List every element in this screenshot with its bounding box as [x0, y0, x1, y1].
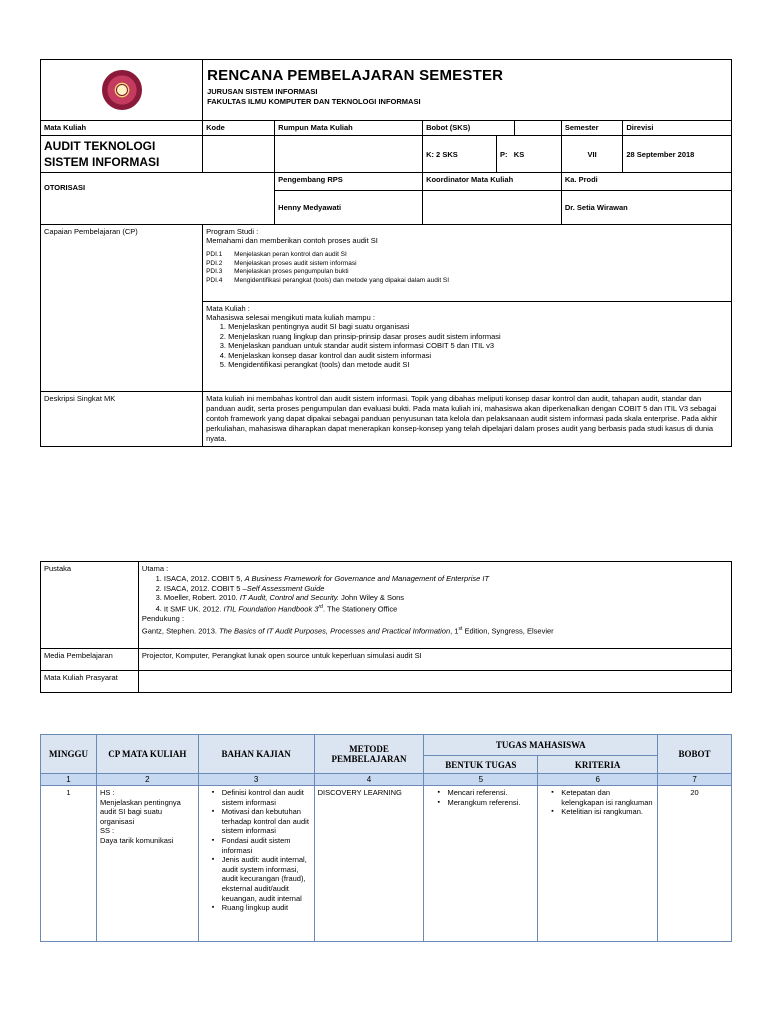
mk-label: Mata Kuliah : [206, 304, 250, 313]
list-item: ▪ Jenis audit: audit internal, audit system informasi, audit kecurangan (fraud), eksternal audit/audit keuangan, audit internal [222, 855, 311, 903]
capaian-mk-cell [203, 302, 732, 392]
pendukung-item: Gantz, Stephen. 2013. The Basics of IT Audit Purposes, Processes and Practical Information, 1st Edition, Syngress, Elsevier [141, 625, 554, 635]
p-label: P: [500, 149, 508, 159]
pustaka-cell [138, 562, 731, 649]
rps-main-table [40, 59, 732, 447]
list-item: ▪ Ketepatan dan kelengkapan isi rangkuman [561, 788, 654, 807]
course-direvisi: 28 September 2018 [623, 136, 732, 173]
list-item: ▪ Mencari referensi. [447, 788, 534, 798]
table-row [41, 786, 732, 942]
col-number: 2 [96, 774, 198, 786]
koordinator-name [423, 191, 562, 225]
otorisasi-label: OTORISASI [41, 173, 275, 225]
row-cp: HS : Menjelaskan pentingnya audit SI bagi suatu organisasi SS : Daya tarik komunikasi [96, 786, 198, 942]
list-item: 4. Menjelaskan konsep dasar kontrol dan audit sistem informasi [228, 351, 728, 361]
schedule-table [40, 734, 732, 942]
list-item: 5. Mengidentifikasi perangkat (tools) dan metode audit SI [228, 360, 728, 370]
page-title: RENCANA PEMBELAJARAN SEMESTER [207, 67, 504, 84]
mk-list [206, 322, 728, 370]
course-p-sks [497, 136, 562, 173]
course-k-sks: K: 2 SKS [423, 136, 497, 173]
row-minggu: 1 [41, 786, 97, 942]
header-cp: CP MATA KULIAH [96, 735, 198, 774]
list-item: ▪ Fondasi audit sistem informasi [222, 836, 311, 855]
utama-list [142, 574, 728, 614]
header-bahan: BAHAN KAJIAN [198, 735, 314, 774]
header-tugas: TUGAS MAHASISWA [424, 735, 658, 756]
list-item: ▪ Motivasi dan kebutuhan terhadap kontrol dan audit sistem informasi [222, 807, 311, 836]
pendukung-label: Pendukung : [141, 613, 185, 623]
row-kriteria [538, 786, 658, 942]
course-name: AUDIT TEKNOLOGI SISTEM INFORMASI [41, 136, 203, 173]
deskripsi-text: Mata kuliah ini membahas kontrol dan audit sistem informasi. Topik yang dibahas meliputi konsep dasar kontrol dan audit, tahapan audit, standar dan panduan audit, serta proses pengumpulan dan evaluasi bukti. Pada mata kuliah ini, mahasiswa akan diperkenalkan dengan COBIT 5 dan ITIL V3 sebagai contoh framework yang dapat dipakai sebagai panduan penyusunan tata kelola dan pelaksanaan audit sistem informasi pada skala enterprise. Pada akhir perkuliahan, mahasiswa diharapkan dapat menerapkan konsep-konsep yang telah dipelajari dalam proses audit yang berbasis pada studi kasus di dunia nyata. [203, 392, 732, 447]
capaian-label: Capaian Pembelajaran (CP) [41, 225, 203, 392]
prasyarat-text [138, 671, 731, 693]
department-name: JURUSAN SISTEM INFORMASI [207, 87, 318, 96]
course-semester: VII [561, 136, 623, 173]
label-semester: Semester [561, 121, 623, 136]
col-number: 3 [198, 774, 314, 786]
header-minggu: MINGGU [41, 735, 97, 774]
university-logo-cell [41, 60, 203, 121]
mk-intro: Mahasiswa selesai mengikuti mata kuliah mampu : [206, 313, 375, 322]
list-item: 4. It SMF UK. 2012. ITIL Foundation Handbook 3rd. The Stationery Office [164, 603, 728, 614]
pustaka-table [40, 561, 732, 693]
pengembang-name: Henny Medyawati [275, 191, 423, 225]
list-item: 1. ISACA, 2012. COBIT 5, A Business Framework for Governance and Management of Enterprise IT [164, 574, 728, 584]
label-kaprodi: Ka. Prodi [561, 173, 731, 191]
faculty-name: FAKULTAS ILMU KOMPUTER DAN TEKNOLOGI INFORMASI [207, 97, 421, 106]
pdi-item: PDI.1 Menjelaskan peran kontrol dan audit SI [206, 251, 347, 258]
media-text: Projector, Komputer, Perangkat lunak open source untuk keperluan simulasi audit SI [138, 649, 731, 671]
label-bobot-spacer [514, 121, 561, 136]
row-bobot: 20 [658, 786, 732, 942]
header-bobot: BOBOT [658, 735, 732, 774]
list-item: 2. Menjelaskan ruang lingkup dan prinsip-prinsip dasar proses audit sistem informasi [228, 332, 728, 342]
row-bentuk [424, 786, 538, 942]
list-item: ▪ Merangkum referensi. [447, 798, 534, 808]
row-bahan [198, 786, 314, 942]
label-direvisi: Direvisi [623, 121, 732, 136]
list-item: 2. ISACA, 2012. COBIT 5 –Self Assessment Guide [164, 584, 728, 594]
media-label: Media Pembelajaran [41, 649, 139, 671]
pdi-item: PDI.4 Mengidentifikasi perangkat (tools) dan metode yang dipakai dalam audit SI [206, 276, 450, 284]
deskripsi-label: Deskripsi Singkat MK [41, 392, 203, 447]
label-pengembang: Pengembang RPS [275, 173, 423, 191]
header-bentuk: BENTUK TUGAS [424, 756, 538, 774]
label-bobot: Bobot (SKS) [423, 121, 515, 136]
pdi-item: PDI.3 Menjelaskan proses pengumpulan bukti [206, 268, 349, 275]
header-cell [203, 60, 732, 121]
col-number: 5 [424, 774, 538, 786]
kaprodi-name: Dr. Setia Wirawan [561, 191, 731, 225]
col-number: 1 [41, 774, 97, 786]
p-value: KS [513, 149, 525, 159]
list-item: ▪ Ruang lingkup audit [222, 903, 311, 913]
prasyarat-label: Mata Kuliah Prasyarat [41, 671, 139, 693]
list-item: 3. Moeller, Robert. 2010. IT Audit, Control and Security. John Wiley & Sons [164, 593, 728, 603]
label-rumpun: Rumpun Mata Kuliah [275, 121, 423, 136]
course-rumpun [275, 136, 423, 173]
capaian-prodi-cell [203, 225, 732, 302]
course-kode [203, 136, 275, 173]
list-item: 1. Menjelaskan pentingnya audit SI bagi suatu organisasi [228, 322, 728, 332]
utama-label: Utama : [141, 564, 169, 573]
prodi-label: Program Studi : [206, 227, 259, 236]
col-number: 6 [538, 774, 658, 786]
label-koordinator: Koordinator Mata Kuliah [423, 173, 562, 191]
prodi-text: Memahami dan memberikan contoh proses audit SI [206, 236, 378, 245]
label-kode: Kode [203, 121, 275, 136]
list-item: ▪ Definisi kontrol dan audit sistem informasi [222, 788, 311, 807]
label-mata-kuliah: Mata Kuliah [41, 121, 203, 136]
header-metode: METODE PEMBELAJARAN [314, 735, 424, 774]
pustaka-label: Pustaka [41, 562, 139, 649]
list-item: 3. Menjelaskan panduan untuk standar audit sistem informasi COBIT 5 dan ITIL v3 [228, 341, 728, 351]
list-item: ▪ Ketelitian isi rangkuman. [561, 807, 654, 817]
col-number: 4 [314, 774, 424, 786]
col-number: 7 [658, 774, 732, 786]
pdi-item: PDI.2 Menjelaskan proses audit sistem informasi [206, 259, 357, 267]
row-metode: DISCOVERY LEARNING [314, 786, 424, 942]
university-logo-icon [102, 70, 142, 110]
header-kriteria: KRITERIA [538, 756, 658, 774]
